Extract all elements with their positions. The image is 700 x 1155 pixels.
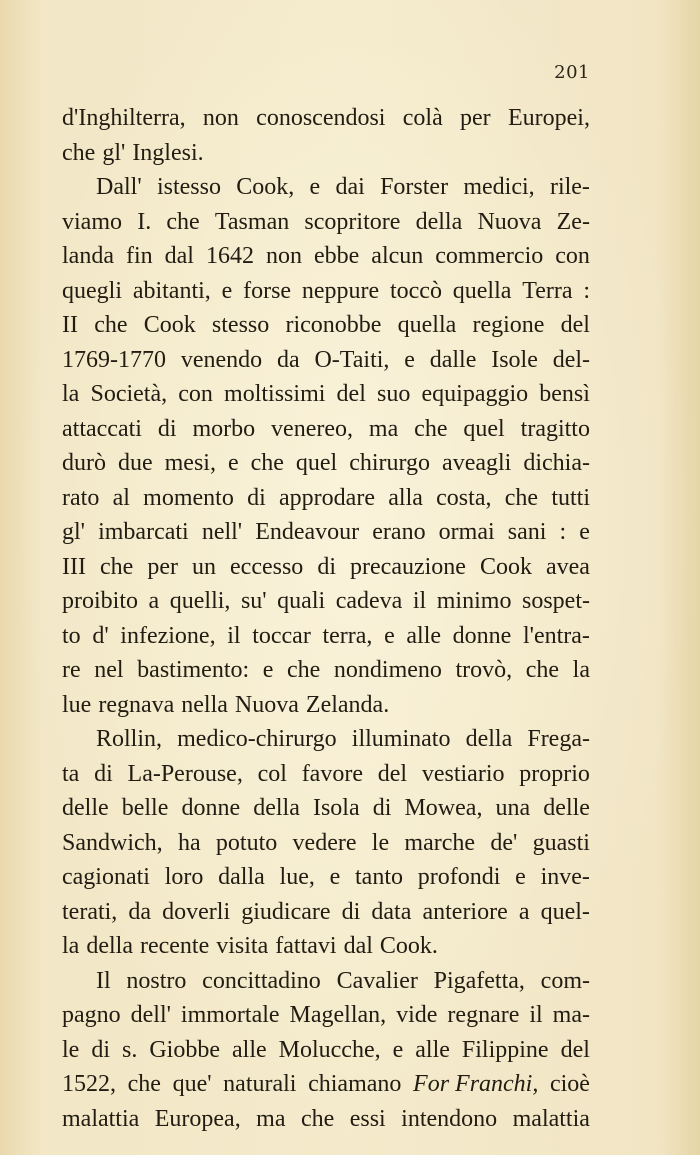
word: Isole — [491, 346, 538, 373]
word: del — [560, 312, 590, 338]
word: quel — [295, 450, 338, 476]
word: dal — [343, 933, 373, 959]
word: nell' — [201, 519, 243, 545]
word: che — [166, 208, 200, 235]
word: concittadino — [202, 967, 321, 994]
word: momento — [143, 484, 234, 511]
word: con — [555, 243, 590, 269]
word: rile- — [549, 174, 590, 200]
word: nel — [94, 657, 124, 683]
word: tragitto — [520, 415, 590, 442]
text-line — [62, 688, 590, 723]
word: Società, — [90, 381, 168, 407]
word: landa — [62, 243, 114, 269]
word: com- — [540, 967, 590, 994]
word: aveagli — [442, 450, 512, 476]
word: : — [559, 519, 567, 545]
word: medico-chirurgo — [177, 726, 337, 752]
word: da — [128, 898, 152, 925]
text-line — [62, 964, 590, 999]
word: delle — [62, 795, 109, 821]
word: che — [250, 450, 284, 476]
word: III — [62, 553, 86, 580]
word: lue, — [279, 864, 315, 890]
word: 1522, — [62, 1071, 116, 1097]
word: d'Inghilterra, — [62, 105, 186, 131]
word: profondi — [417, 864, 501, 890]
word: : — [583, 277, 590, 304]
text-line — [62, 757, 590, 792]
word: ormai — [438, 519, 495, 545]
word: conoscendosi — [256, 105, 386, 131]
word: mesi, — [164, 450, 216, 476]
word: ha — [177, 829, 201, 856]
text-line — [62, 136, 590, 171]
word: I. — [137, 208, 152, 235]
word: la — [62, 381, 80, 407]
word: donne — [452, 622, 512, 649]
word: sani — [507, 519, 547, 545]
word: illuminato — [351, 726, 451, 752]
word: che — [300, 1105, 335, 1132]
word: dai — [335, 174, 365, 200]
word: dell' — [130, 1002, 171, 1028]
word: visita — [216, 933, 269, 959]
word: nostro — [126, 967, 187, 994]
word: potuto — [215, 829, 278, 856]
text-line — [62, 274, 590, 309]
word: proprio — [519, 760, 590, 787]
text-line — [62, 895, 590, 930]
word: Mowea, — [404, 795, 483, 821]
word: gl' — [102, 139, 126, 166]
word: quegli — [62, 277, 122, 304]
word: trovò, — [455, 657, 513, 683]
word: regione — [472, 312, 545, 338]
word: Sandwich, — [62, 829, 163, 856]
word: Terra — [522, 277, 573, 304]
word: sospet- — [521, 588, 590, 614]
word: del- — [552, 346, 590, 373]
word: medici, — [463, 174, 535, 200]
word: delle — [543, 795, 590, 821]
word: equipaggio — [421, 381, 529, 407]
word: eccesso — [230, 553, 304, 580]
word: pagno — [62, 1002, 121, 1028]
text-line — [62, 722, 590, 757]
word: neppure — [301, 277, 380, 304]
word: avea — [545, 553, 590, 580]
word: vedere — [292, 829, 357, 856]
word: venendo — [180, 346, 263, 373]
word: di — [157, 415, 177, 442]
word: di — [317, 553, 336, 580]
word: malattia — [62, 1105, 140, 1132]
word: e — [329, 864, 341, 890]
word: e — [262, 657, 274, 683]
text-line — [62, 377, 590, 412]
text-line — [62, 101, 590, 136]
word: regnare — [447, 1002, 520, 1028]
word: precauzione — [350, 553, 466, 580]
word: al — [112, 484, 130, 511]
word: Giobbe — [149, 1036, 220, 1063]
word: durò — [62, 450, 106, 476]
word: O-Taiti, — [314, 346, 390, 373]
word: chirurgo — [349, 450, 431, 476]
text-line — [62, 1102, 590, 1137]
word: col — [257, 760, 287, 787]
word: a — [518, 898, 530, 925]
word: Magellan, — [289, 1002, 387, 1028]
word: fattavi — [275, 933, 337, 959]
word: Ze- — [556, 208, 590, 235]
word: rato — [62, 484, 100, 511]
word: le — [371, 829, 390, 856]
text-line — [62, 1067, 590, 1102]
text-line — [62, 1033, 590, 1068]
word: che — [525, 657, 560, 683]
text-line — [62, 998, 590, 1033]
word: ma- — [552, 1002, 590, 1028]
word: e — [579, 519, 590, 545]
word: Tasman — [214, 208, 290, 235]
word: dalle — [429, 346, 477, 373]
word: alle — [415, 1036, 450, 1063]
word: bastimento: — [137, 657, 250, 683]
word: con — [178, 381, 213, 407]
word: che — [94, 312, 128, 338]
word: della — [465, 726, 513, 752]
text-line — [62, 205, 590, 240]
word: della — [86, 933, 133, 959]
word: de' — [490, 829, 518, 856]
word: approdare — [279, 484, 375, 511]
word: Cook. — [379, 933, 438, 959]
word: istesso — [156, 174, 221, 200]
word: una — [495, 795, 531, 821]
word: Rollin, — [96, 726, 163, 752]
word: e — [384, 622, 395, 649]
word: Zelanda. — [305, 691, 390, 718]
text-line — [62, 929, 590, 964]
word: forse — [243, 277, 292, 304]
word: 1642 — [205, 243, 254, 269]
word: Dall' — [96, 174, 142, 200]
word: proibito — [62, 588, 138, 614]
word: che — [100, 553, 134, 580]
word: alle — [232, 1036, 267, 1063]
word: ma — [256, 1105, 286, 1132]
word: toccar — [252, 622, 311, 649]
word: essi — [349, 1105, 386, 1132]
word: quelli, — [169, 588, 231, 614]
word: naturali — [223, 1071, 297, 1097]
word: del — [560, 1036, 590, 1063]
word: suo — [377, 381, 411, 407]
word: l'entra- — [522, 622, 590, 649]
word: vide — [396, 1002, 438, 1028]
text-line — [62, 170, 590, 205]
word: terati, — [62, 898, 118, 925]
word: e — [227, 450, 239, 476]
word: nondimeno — [333, 657, 442, 683]
word: che — [62, 139, 96, 166]
word: la — [572, 657, 590, 683]
word: e — [221, 277, 233, 304]
word: quella — [397, 312, 457, 338]
word: Nuova — [234, 691, 299, 718]
word: 1769-1770 — [62, 346, 166, 373]
word: fin — [125, 243, 153, 269]
word: regnava — [98, 691, 175, 718]
word: inve- — [540, 864, 590, 890]
word: le — [62, 1036, 80, 1063]
text-line — [62, 791, 590, 826]
word: per — [147, 553, 178, 580]
word: della — [415, 208, 463, 235]
word: il — [529, 1002, 543, 1028]
word: ebbe — [313, 243, 360, 269]
text-line — [62, 584, 590, 619]
word: e — [404, 346, 415, 373]
word: marche — [404, 829, 476, 856]
text-line — [62, 239, 590, 274]
word: cagionati — [62, 864, 150, 890]
word: di — [247, 484, 266, 511]
word: per — [460, 105, 491, 131]
word: Forster — [380, 174, 449, 200]
word: Filippine — [461, 1036, 549, 1063]
word: quel- — [540, 898, 590, 925]
word: della — [253, 795, 300, 821]
word: donne — [181, 795, 241, 821]
word: cioè — [549, 1071, 590, 1097]
word: lue — [62, 691, 92, 718]
word: nella — [181, 691, 228, 718]
word: terra, — [322, 622, 373, 649]
word: di — [94, 760, 113, 787]
word: la — [62, 933, 80, 959]
word: imbarcati — [98, 519, 189, 545]
word: malattia — [512, 1105, 590, 1132]
word: commercio — [435, 243, 544, 269]
word: bensì — [539, 381, 590, 407]
word: to — [62, 622, 81, 649]
page-number: 201 — [554, 62, 590, 83]
word: e — [515, 864, 526, 890]
word: costa, — [436, 484, 492, 511]
text-line — [62, 826, 590, 861]
word: dal — [164, 243, 194, 269]
word: s. — [122, 1036, 138, 1063]
word: un — [192, 553, 216, 580]
body-text — [62, 101, 590, 1136]
word: morbo — [192, 415, 256, 442]
word: di — [341, 898, 361, 925]
word: Pigafetta, — [433, 967, 525, 994]
word: alcun — [371, 243, 424, 269]
word: il — [412, 588, 427, 614]
word: da — [276, 346, 300, 373]
word: loro — [164, 864, 204, 890]
word: infezione, — [120, 622, 216, 649]
word: quel — [463, 415, 505, 442]
word: che — [414, 415, 448, 442]
word: alle — [406, 622, 442, 649]
text-line — [62, 860, 590, 895]
word: favore — [301, 760, 363, 787]
word: Cook — [143, 312, 196, 338]
word: Endeavour — [255, 519, 360, 545]
word: che — [127, 1071, 161, 1097]
word: del — [377, 760, 408, 787]
word: belle — [121, 795, 169, 821]
word: erano — [372, 519, 426, 545]
word: vestiario — [421, 760, 505, 787]
word: d' — [92, 622, 109, 649]
word: gl' — [62, 519, 85, 545]
word: Isola — [312, 795, 360, 821]
word: For Franchi, — [413, 1071, 539, 1097]
word: Inglesi. — [132, 139, 204, 166]
word: venereo, — [271, 415, 353, 442]
word: quali — [277, 588, 326, 614]
word: ma — [368, 415, 399, 442]
text-line — [62, 481, 590, 516]
word: non — [265, 243, 302, 269]
word: anteriore — [422, 898, 508, 925]
word: cadeva — [335, 588, 403, 614]
word: giudicare — [241, 898, 331, 925]
word: que' — [172, 1071, 212, 1097]
word: riconobbe — [285, 312, 382, 338]
word: chiamano — [308, 1071, 402, 1097]
text-line — [62, 550, 590, 585]
word: Cook — [479, 553, 532, 580]
word: e — [309, 174, 321, 200]
word: due — [117, 450, 153, 476]
word: scopritore — [304, 208, 401, 235]
word: moltissimi — [224, 381, 326, 407]
word: attaccati — [62, 415, 142, 442]
word: minimo — [436, 588, 512, 614]
word: II — [62, 312, 78, 338]
text-line — [62, 619, 590, 654]
word: e — [392, 1036, 404, 1063]
word: Europea, — [154, 1105, 241, 1132]
word: dichia- — [523, 450, 590, 476]
text-line — [62, 343, 590, 378]
word: La-Perouse, — [127, 760, 243, 787]
word: tutti — [551, 484, 590, 511]
word: stesso — [211, 312, 270, 338]
word: di — [372, 795, 392, 821]
text-line — [62, 412, 590, 447]
word: del — [336, 381, 366, 407]
word: di — [91, 1036, 110, 1063]
word: Il — [96, 967, 111, 994]
word: a — [148, 588, 160, 614]
word: il — [227, 622, 241, 649]
word: dalla — [218, 864, 265, 890]
word: Molucche, — [278, 1036, 381, 1063]
word: immortale — [180, 1002, 280, 1028]
word: viamo — [62, 208, 122, 235]
word: data — [371, 898, 412, 925]
word: tanto — [355, 864, 404, 890]
word: abitanti, — [132, 277, 211, 304]
word: toccò — [389, 277, 442, 304]
text-line — [62, 515, 590, 550]
word: che — [504, 484, 539, 511]
word: non — [202, 105, 239, 131]
word: recente — [139, 933, 210, 959]
word: guasti — [532, 829, 590, 856]
word: quella — [452, 277, 512, 304]
word: Cook, — [236, 174, 295, 200]
word: Europei, — [507, 105, 590, 131]
word: doverli — [162, 898, 231, 925]
word: che — [287, 657, 321, 683]
word: intendono — [401, 1105, 498, 1132]
text-line — [62, 653, 590, 688]
word: Frega- — [527, 726, 590, 752]
word: alla — [388, 484, 423, 511]
word: Nuova — [477, 208, 542, 235]
word: su' — [240, 588, 267, 614]
text-line — [62, 308, 590, 343]
word: colà — [402, 105, 443, 131]
word: Cavalier — [336, 967, 418, 994]
word: re — [62, 657, 81, 683]
word: ta — [62, 760, 80, 787]
text-line — [62, 446, 590, 481]
